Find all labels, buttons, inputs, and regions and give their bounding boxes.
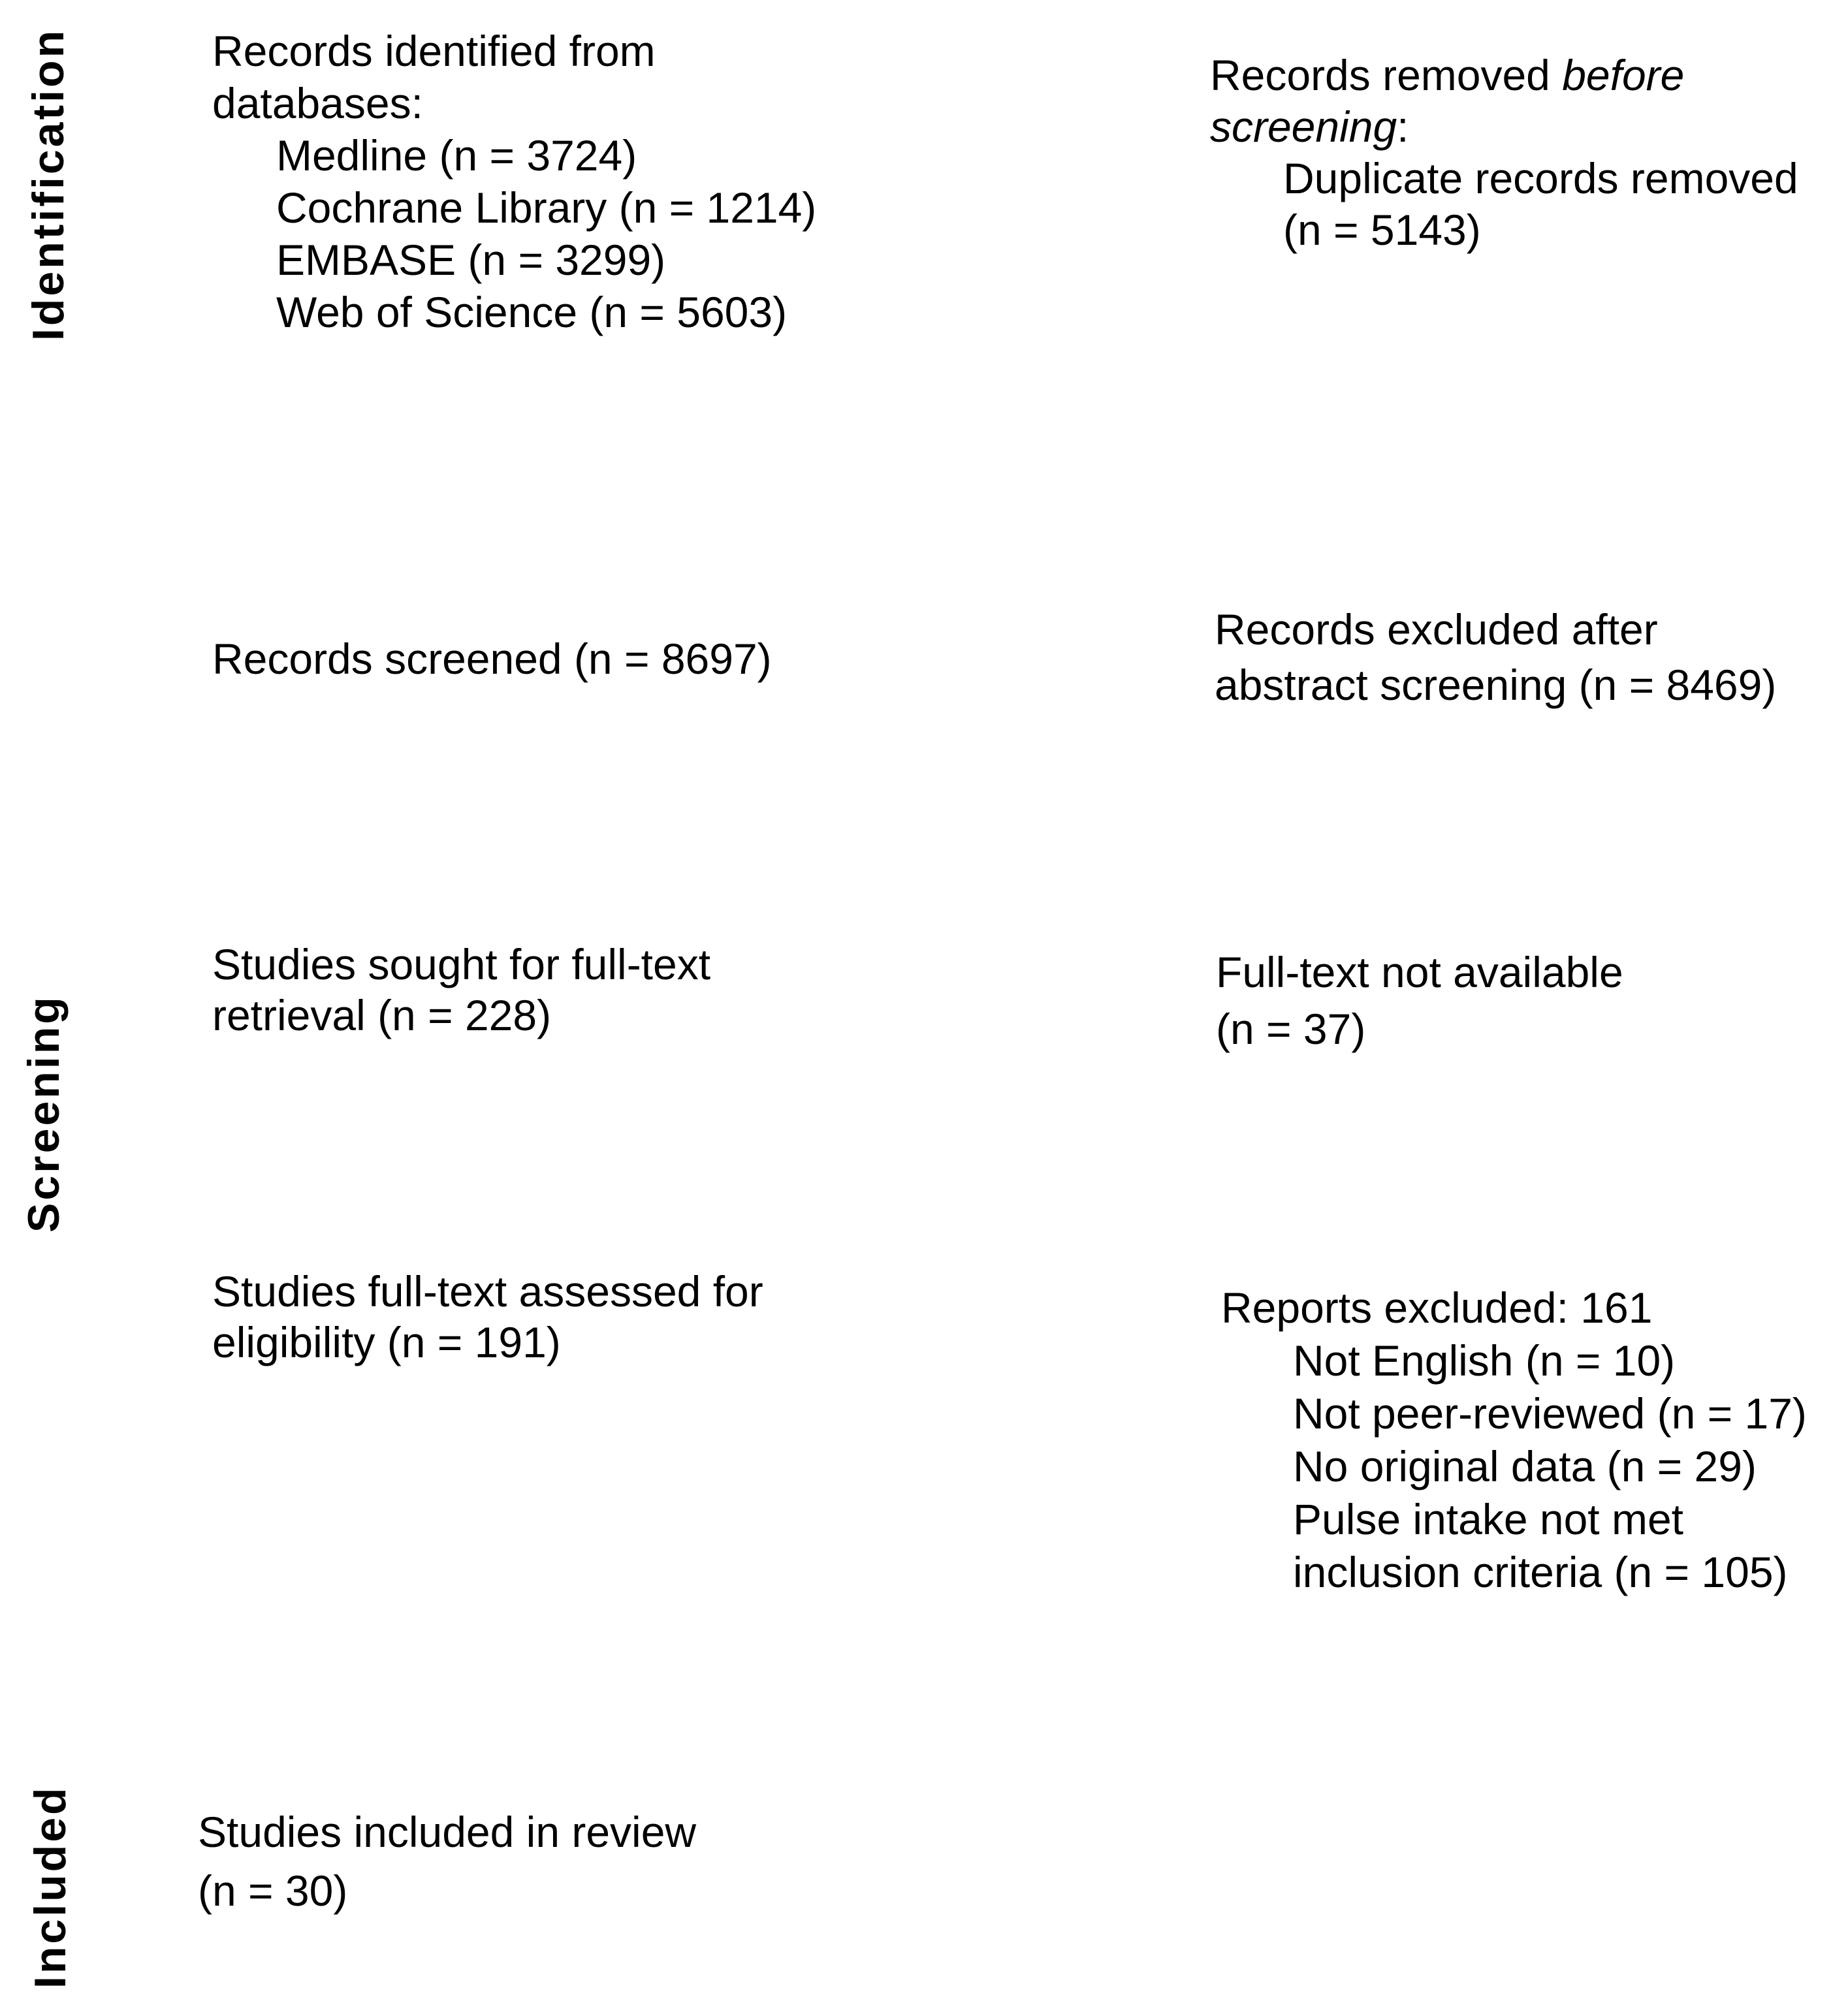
records-removed-box xyxy=(1210,50,1798,256)
not-available-box xyxy=(1216,944,1623,1058)
records-removed-heading-cont xyxy=(1210,101,1798,153)
phase-label-included: Included xyxy=(25,1785,75,1989)
records-removed-screening: screening xyxy=(1210,102,1397,151)
source-web-of-science: Web of Science (n = 5603) xyxy=(276,288,788,336)
records-screened-label: Records screened (n = 8697) xyxy=(212,635,772,683)
reason-not-peer-reviewed: Not peer-reviewed (n = 17) xyxy=(1293,1389,1807,1438)
records-excluded-line1: Records excluded after xyxy=(1215,605,1658,654)
assessed-eligibility-line2: eligibility (n = 191) xyxy=(212,1318,561,1366)
source-medline: Medline (n = 3724) xyxy=(276,131,637,180)
records-removed-before: before xyxy=(1562,51,1685,99)
not-available-line2: (n = 37) xyxy=(1216,1005,1366,1053)
sought-retrieval-line1: Studies sought for full-text xyxy=(212,940,711,988)
records-removed-colon: : xyxy=(1397,102,1409,151)
phase-label-screening: Screening xyxy=(19,994,69,1233)
reports-excluded-heading: Reports excluded: 161 xyxy=(1221,1284,1653,1332)
source-embase: EMBASE (n = 3299) xyxy=(276,236,666,284)
reason-pulse-intake: Pulse intake not met xyxy=(1293,1495,1683,1543)
records-removed-heading xyxy=(1210,50,1798,101)
reason-not-english: Not English (n = 10) xyxy=(1293,1336,1676,1385)
studies-included-line2: (n = 30) xyxy=(198,1866,348,1915)
sought-retrieval-line2: retrieval (n = 228) xyxy=(212,991,552,1039)
records-identified-heading: Records identified from xyxy=(212,27,656,75)
source-cochrane: Cochrane Library (n = 1214) xyxy=(276,183,817,232)
records-excluded-line2: abstract screening (n = 8469) xyxy=(1215,661,1777,709)
reason-pulse-intake-cont: inclusion criteria (n = 105) xyxy=(1293,1548,1788,1596)
reason-no-original-data: No original data (n = 29) xyxy=(1293,1442,1757,1490)
records-identified-box xyxy=(212,25,816,338)
records-screened-box xyxy=(212,633,772,685)
assessed-eligibility-box xyxy=(212,1266,763,1368)
records-excluded-box xyxy=(1215,602,1776,713)
records-identified-heading-cont: databases: xyxy=(212,79,423,127)
studies-included-box xyxy=(198,1803,696,1920)
phase-label-identification: Identification xyxy=(24,27,73,341)
assessed-eligibility-line1: Studies full-text assessed for xyxy=(212,1267,763,1315)
sought-retrieval-box xyxy=(212,939,710,1041)
reports-excluded-box xyxy=(1221,1282,1807,1599)
duplicates-removed-count: (n = 5143) xyxy=(1283,206,1481,254)
not-available-line1: Full-text not available xyxy=(1216,948,1623,996)
duplicates-removed-label: Duplicate records removed xyxy=(1283,154,1798,202)
records-removed-prefix: Records removed xyxy=(1210,51,1563,99)
studies-included-line1: Studies included in review xyxy=(198,1808,697,1856)
